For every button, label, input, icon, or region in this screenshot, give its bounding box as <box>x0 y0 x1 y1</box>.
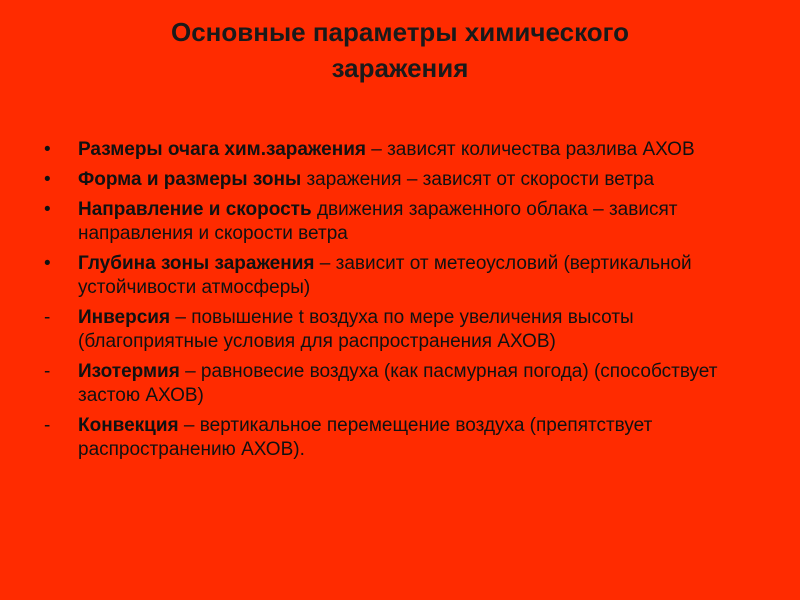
item-description: движения зараженного облака – зависят направления и скорости ветра <box>78 199 678 244</box>
item-description: – повышение t воздуха по мере увеличения высоты (благоприятные условия для распространения АХОВ) <box>78 307 634 352</box>
list-item <box>0 252 800 300</box>
list-item <box>0 360 800 408</box>
item-term: Изотермия <box>78 361 180 382</box>
item-term: Форма и размеры зоны <box>78 169 302 190</box>
bullet-marker: • <box>44 139 51 160</box>
list-item <box>0 138 800 162</box>
item-description: – зависит от метеоусловий (вертикальной устойчивости атмосферы) <box>78 253 692 298</box>
dash-marker: - <box>44 307 51 328</box>
item-term: Размеры очага хим.заражения <box>78 139 366 160</box>
item-description: – зависят количества разлива АХОВ <box>365 139 695 160</box>
list-item <box>0 198 800 246</box>
item-description: – равновесие воздуха (как пасмурная погода) (способствует застою АХОВ) <box>78 361 718 406</box>
dash-marker: - <box>44 361 51 382</box>
bullet-marker: • <box>44 199 51 220</box>
slide-title: Основные параметры химического заражения <box>171 17 629 83</box>
item-term: Направление и скорость <box>78 199 312 220</box>
parameter-list <box>0 138 800 468</box>
item-description: заражения – зависят от скорости ветра <box>301 169 655 190</box>
item-term: Инверсия <box>78 307 171 328</box>
bullet-marker: • <box>44 253 51 274</box>
list-item <box>0 306 800 354</box>
item-term: Конвекция <box>78 415 179 436</box>
dash-marker: - <box>44 415 51 436</box>
list-item <box>0 414 800 462</box>
item-term: Глубина зоны заражения <box>78 253 315 274</box>
list-item <box>0 168 800 192</box>
item-description: – вертикальное перемещение воздуха (препятствует распространению АХОВ). <box>78 415 653 460</box>
bullet-marker: • <box>44 169 51 190</box>
